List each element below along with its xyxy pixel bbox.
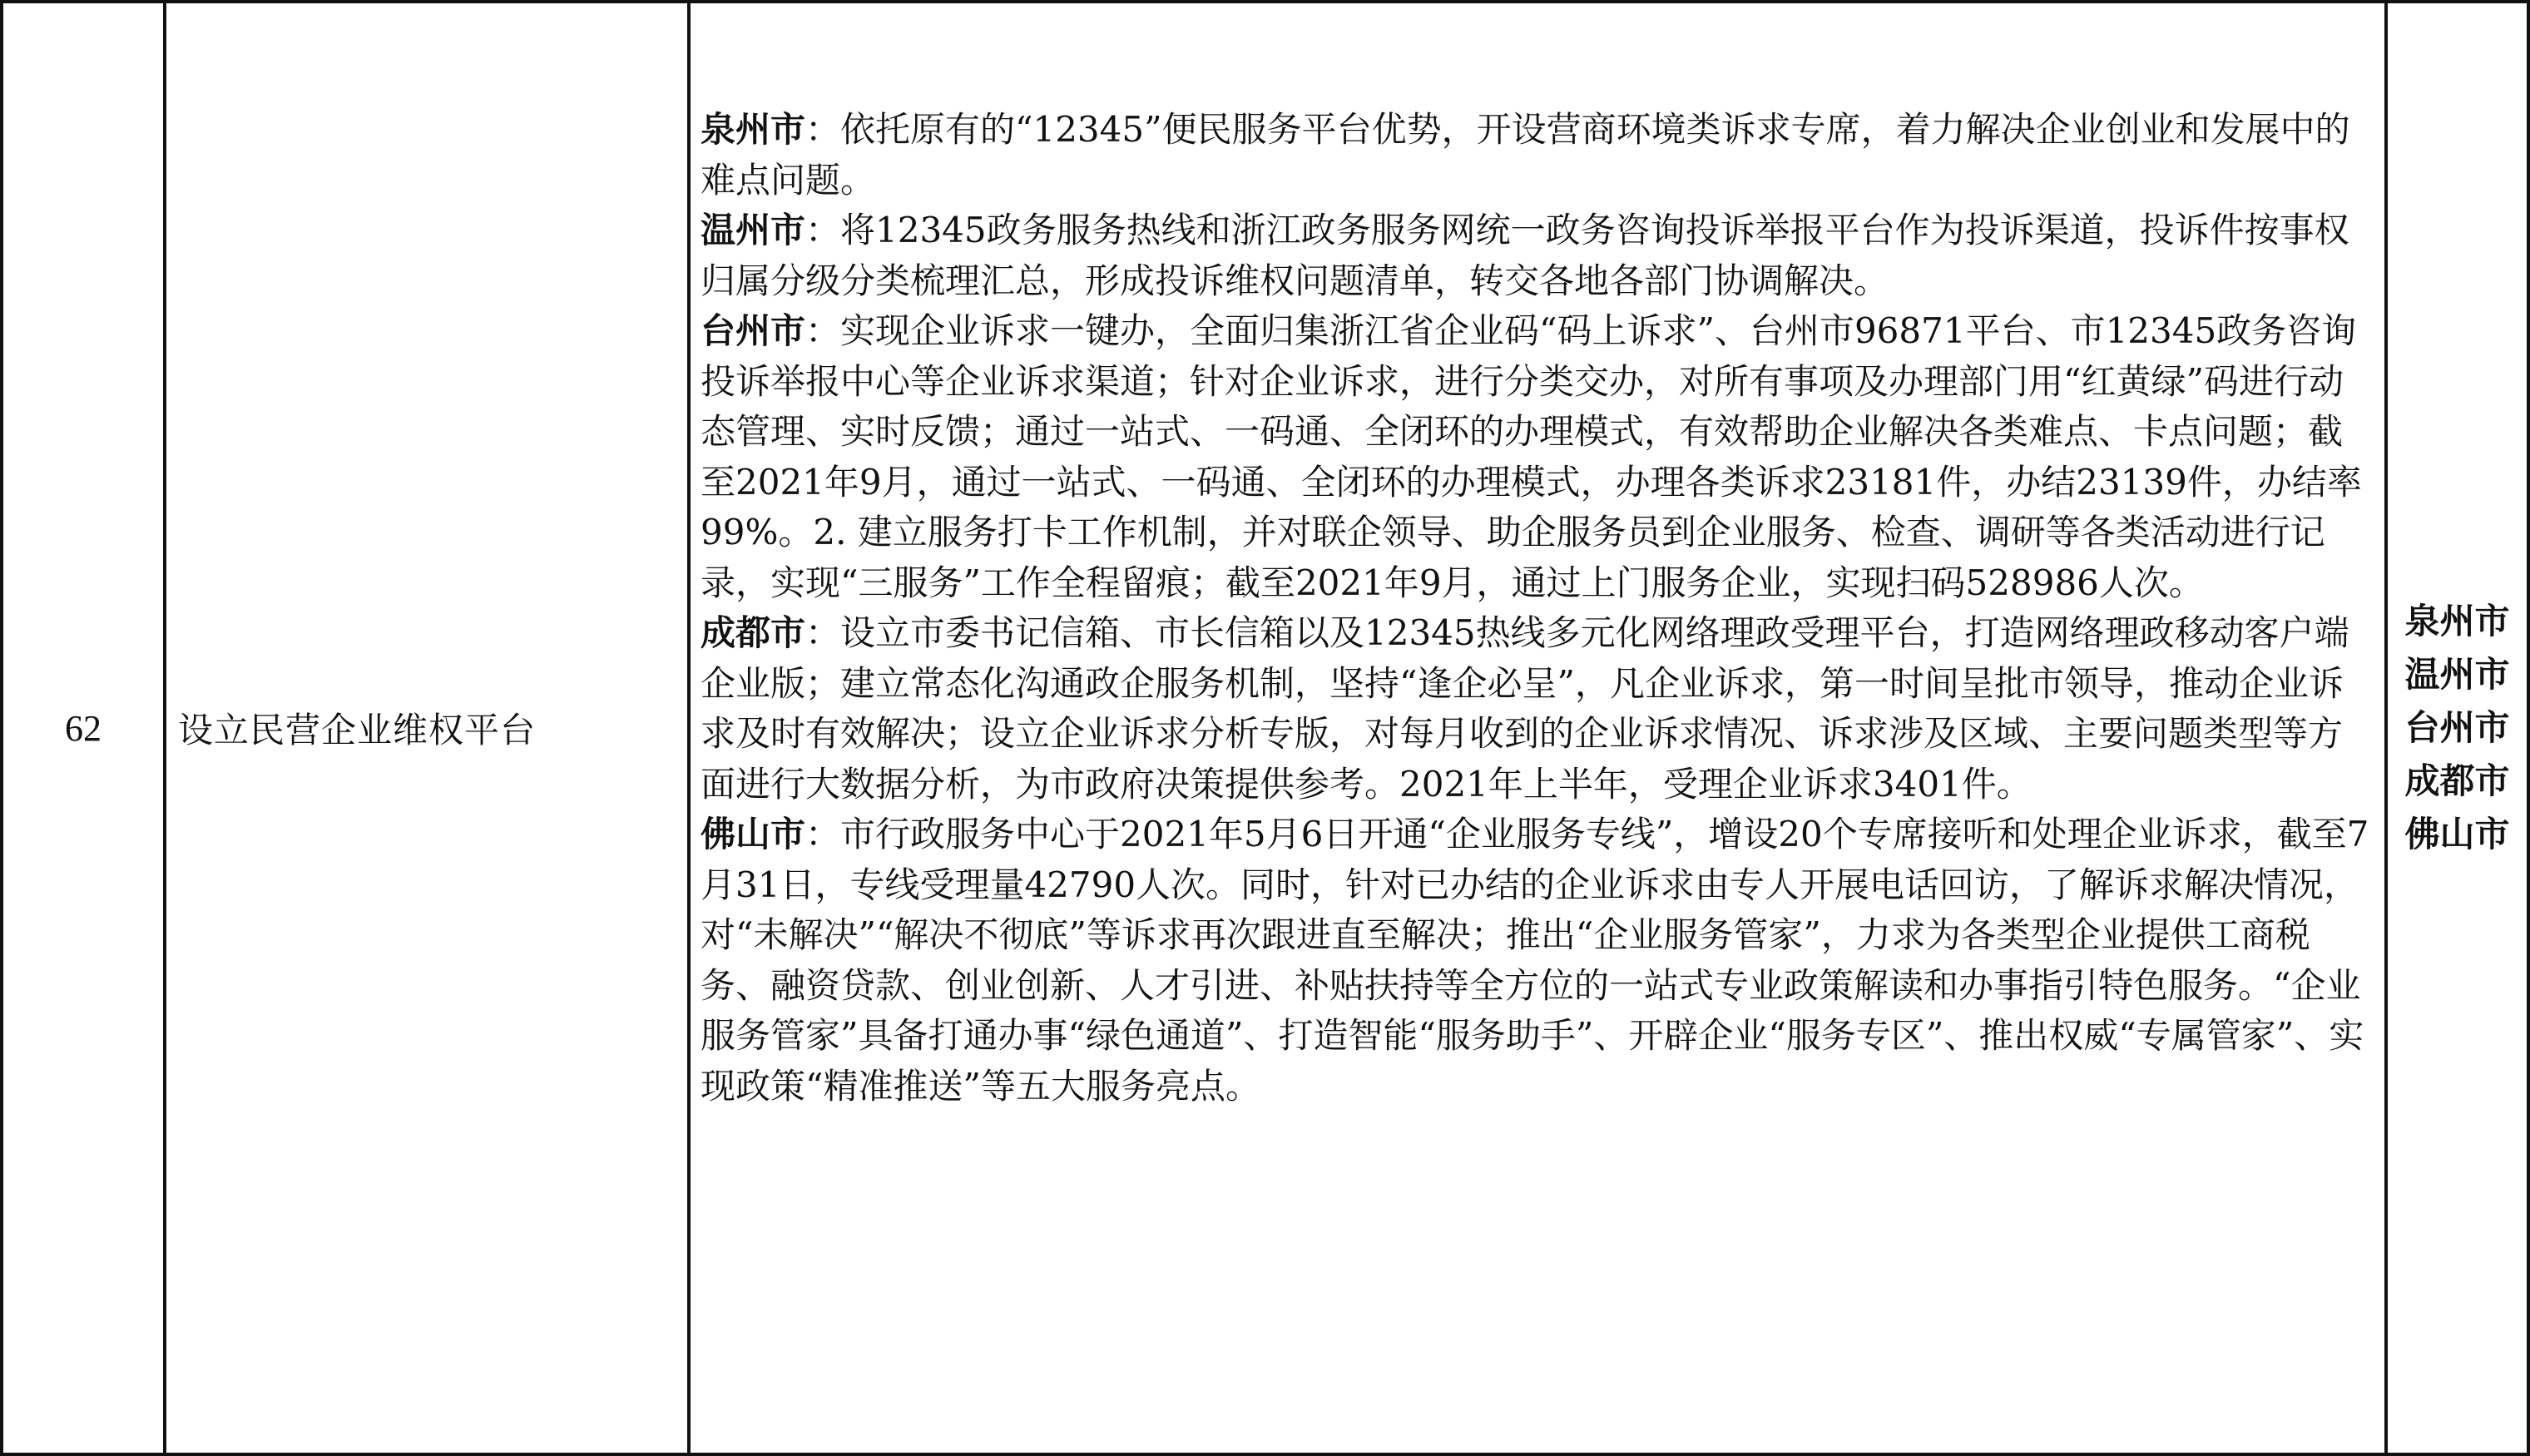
practice-description-cell [689,2,2386,1454]
city-name: 台州市 [2404,707,2510,748]
measure-title: 设立民营企业维权平台 [178,710,537,750]
entry-city-label: 成都市 [701,612,806,653]
entry-taizhou [701,306,2374,608]
entry-wenzhou [701,206,2374,306]
measure-title-cell [165,2,689,1454]
entry-city-label: 温州市 [701,210,806,250]
entry-chengdu [701,608,2374,810]
city-name: 泉州市 [2404,601,2510,641]
entry-text: ：设立市委书记信箱、市长信箱以及12345热线多元化网络理政受理平台，打造网络理政移动客户端企业版；建立常态化沟通政企服务机制，坚持“逢企必呈”，凡企业诉求，第一时间呈批市领导，推动企业诉求及时有效解决；设立企业诉求分析专版，对每月收到的企业诉求情况、诉求涉及区域、主要问题类型等方面进行大数据分析，为市政府决策提供参考。2021年上半年，受理企业诉求3401件。 [701,612,2349,805]
city-name: 温州市 [2404,654,2510,695]
entry-quanzhou [701,105,2374,206]
entry-text: ：市行政服务中心于2021年5月6日开通“企业服务专线”，增设20个专席接听和处理企业诉求，截至7月31日，专线受理量42790人次。同时，针对已办结的企业诉求由专人开展电话回访，了解诉求解决情况，对“未解决”“解决不彻底”等诉求再次跟进直至解决；推出“企业服务管家”，力求为各类型企业提供工商税务、融资贷款、创业创新、人才引进、补贴扶持等全方位的一站式专业政策解读和办事指引特色服务。“企业服务管家”具备打通办事“绿色通道”、打造智能“服务助手”、开辟企业“服务专区”、推出权威“专属管家”、实现政策“精准推送”等五大服务亮点。 [701,814,2369,1107]
entry-text: ：将12345政务服务热线和浙江政务服务网统一政务咨询投诉举报平台作为投诉渠道，投诉件按事权归属分级分类梳理汇总，形成投诉维权问题清单，转交各地各部门协调解决。 [701,210,2349,301]
entry-text: ：依托原有的“12345”便民服务平台优势，开设营商环境类诉求专席，着力解决企业创业和发展中的难点问题。 [701,109,2350,201]
city-name: 成都市 [2404,760,2510,801]
table-row [2,2,2528,1454]
entry-city-label: 台州市 [701,310,806,351]
entry-city-label: 泉州市 [701,109,806,150]
cities-cell [2386,2,2528,1454]
entry-foshan [701,810,2374,1112]
row-index-cell [2,2,165,1454]
entry-text: ：实现企业诉求一键办，全面归集浙江省企业码“码上诉求”、台州市96871平台、市12345政务咨询投诉举报中心等企业诉求渠道；针对企业诉求，进行分类交办，对所有事项及办理部门用“红黄绿”码进行动态管理、实时反馈；通过一站式、一码通、全闭环的办理模式，有效帮助企业解决各类难点、卡点问题；截至2021年9月，通过一站式、一码通、全闭环的办理模式，办理各类诉求23181件，办结23139件，办结率99%。2. 建立服务打卡工作机制，并对联企领导、助企服务员到企业服务、检查、调研等各类活动进行记录，实现“三服务”工作全程留痕；截至2021年9月，通过上门服务企业，实现扫码528986人次。 [701,310,2362,603]
city-name: 佛山市 [2404,814,2510,854]
row-index: 62 [65,707,101,749]
entry-city-label: 佛山市 [701,814,806,854]
